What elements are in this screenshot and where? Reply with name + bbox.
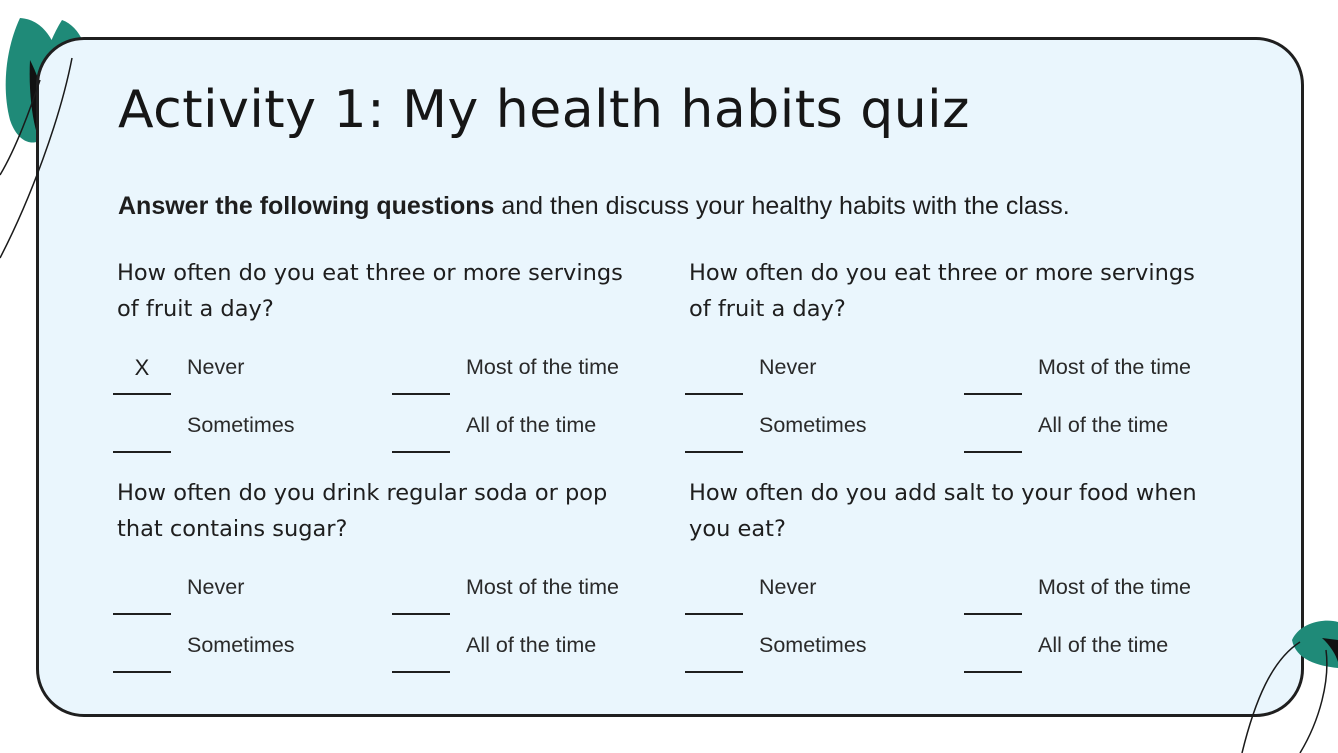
instructions-rest: and then discuss your healthy habits with the class. — [494, 192, 1070, 220]
answer-blank[interactable] — [392, 613, 450, 615]
question-line: How often do you drink regular soda or pop — [117, 480, 608, 506]
answer-option-label: Sometimes — [759, 633, 867, 657]
answer-option-label: Never — [187, 355, 245, 379]
answer-option-label: Most of the time — [466, 355, 619, 379]
answer-blank[interactable] — [685, 671, 743, 673]
answer-option-label: Sometimes — [759, 413, 867, 437]
answer-option-label: All of the time — [1038, 413, 1169, 437]
answer-blank[interactable] — [685, 451, 743, 453]
answer-blank[interactable] — [964, 393, 1022, 395]
page-title: Activity 1: My health habits quiz — [118, 80, 970, 140]
answer-blank[interactable] — [685, 613, 743, 615]
answer-option-label: Sometimes — [187, 413, 295, 437]
answer-blank[interactable] — [113, 613, 171, 615]
answer-option-label: All of the time — [466, 413, 597, 437]
answer-blank[interactable] — [113, 393, 171, 395]
answer-blank[interactable] — [113, 671, 171, 673]
answer-option-label: Sometimes — [187, 633, 295, 657]
answer-mark: X — [134, 355, 150, 380]
question-line: How often do you eat three or more servings — [689, 260, 1195, 286]
question-line: that contains sugar? — [117, 516, 348, 542]
instructions-bold: Answer the following questions — [118, 192, 495, 220]
question-text — [117, 475, 657, 547]
question-text — [689, 475, 1229, 547]
answer-blank[interactable] — [685, 393, 743, 395]
answer-blank[interactable] — [964, 451, 1022, 453]
answer-option-label: Most of the time — [1038, 575, 1191, 599]
question-line: you eat? — [689, 516, 786, 542]
question-text — [117, 255, 657, 327]
question-line: How often do you eat three or more servings — [117, 260, 623, 286]
answer-option-label: Never — [759, 575, 817, 599]
answer-blank[interactable] — [392, 393, 450, 395]
answer-option-label: Most of the time — [466, 575, 619, 599]
answer-option-label: All of the time — [1038, 633, 1169, 657]
answer-option-label: All of the time — [466, 633, 597, 657]
question-line: How often do you add salt to your food when — [689, 480, 1197, 506]
answer-option-label: Most of the time — [1038, 355, 1191, 379]
instructions — [118, 192, 1070, 221]
answer-blank[interactable] — [113, 451, 171, 453]
answer-option-label: Never — [759, 355, 817, 379]
question-text — [689, 255, 1229, 327]
answer-blank[interactable] — [964, 613, 1022, 615]
answer-blank[interactable] — [392, 671, 450, 673]
question-line: of fruit a day? — [117, 296, 274, 322]
answer-option-label: Never — [187, 575, 245, 599]
question-line: of fruit a day? — [689, 296, 846, 322]
answer-blank[interactable] — [964, 671, 1022, 673]
answer-blank[interactable] — [392, 451, 450, 453]
